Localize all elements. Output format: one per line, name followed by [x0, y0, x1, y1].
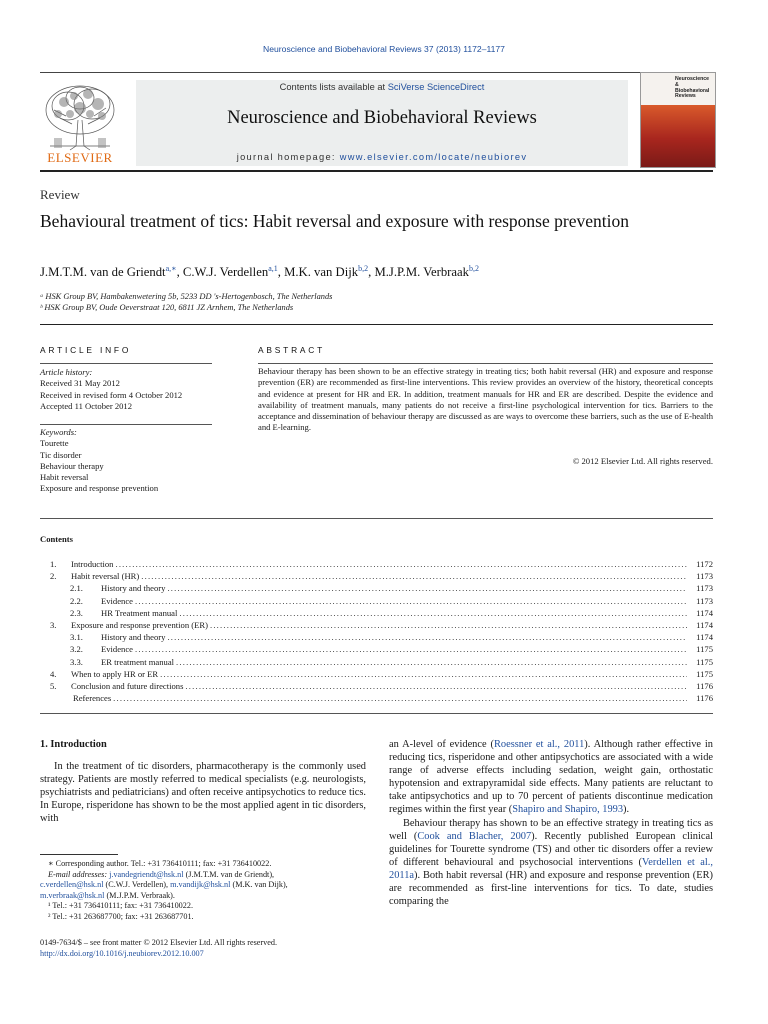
toc-leader-dots — [210, 620, 687, 630]
paragraph — [389, 738, 713, 817]
toc-page-number: 1174 — [696, 619, 713, 630]
paragraph: In the treatment of tic disorders, pharmacotherapy is the commonly used strategy. Patients are mostly referred to medical specialists (e.g. neurologists, psychiatrists and pediatricians) and often receive antipsychotics to reduce tics. In Europe, risperidone has shown to be the most applied agent in tic disorders, with — [40, 761, 366, 825]
toc-number-cell — [40, 559, 71, 569]
toc-number: 3.2. — [70, 644, 83, 655]
text-run: ). Recently published European clinical guidelines for Tourette syndrome (TS) and other tic disorders offer a review of different behavioural and psychosocial interventions ( — [389, 830, 713, 868]
citation-link[interactable]: Cook and Blacher, 2007 — [417, 830, 532, 842]
keyword: Tourette — [40, 438, 69, 449]
history-revised: Received in revised form 4 October 2012 — [40, 389, 183, 400]
table-of-contents — [40, 559, 713, 705]
toc-entry[interactable] — [40, 559, 713, 571]
toc-number: 3. — [50, 619, 57, 630]
author-name[interactable]: J.M.T.M. van de Griendt — [40, 265, 166, 280]
footnotes — [40, 859, 366, 923]
right-column-text — [389, 738, 713, 908]
article-history — [40, 367, 212, 412]
toc-number: 3.1. — [70, 632, 83, 643]
author-name[interactable]: M.K. van Dijk — [284, 265, 359, 280]
toc-leader-dots — [167, 583, 687, 593]
toc-entry[interactable] — [40, 644, 713, 656]
homepage-link[interactable]: www.elsevier.com/locate/neubiorev — [339, 152, 528, 162]
toc-leader-dots — [115, 559, 687, 569]
abstract-rule — [258, 363, 713, 364]
text-run: Behaviour therapy has shown to be an effective strategy in treating tics as well ( — [389, 817, 713, 842]
toc-title[interactable]: When to apply HR or ER — [71, 668, 159, 679]
toc-title[interactable]: Introduction — [71, 559, 114, 569]
sciencedirect-link[interactable]: SciVerse ScienceDirect — [387, 82, 485, 92]
keywords-rule — [40, 424, 212, 425]
author-name[interactable]: M.J.P.M. Verbraak — [374, 265, 470, 280]
author-affiliation-mark[interactable]: a,1 — [268, 264, 278, 273]
footnote-emails-cont — [40, 880, 366, 891]
title-divider — [40, 324, 713, 325]
left-column-text — [40, 760, 366, 825]
toc-number: 4. — [50, 668, 57, 679]
toc-page-number: 1175 — [696, 644, 713, 655]
journal-title: Neuroscience and Biobehavioral Reviews — [227, 108, 537, 128]
history-received: Received 31 May 2012 — [40, 378, 120, 389]
keyword: Habit reversal — [40, 472, 89, 483]
citation-link[interactable]: Verdellen et al., 2011a — [389, 856, 713, 881]
toc-page-number: 1173 — [696, 583, 713, 594]
affiliation-a: ᵃ HSK Group BV, Hambakenwetering 5b, 5233 DD 's-Hertogenbosch, The Netherlands — [40, 292, 333, 301]
paragraph — [389, 817, 713, 909]
article-title: Behavioural treatment of tics: Habit reversal and exposure with response prevention — [40, 211, 629, 231]
author-affiliation-mark[interactable]: b,2 — [358, 264, 369, 273]
email-owner: (J.M.T.M. van de Griendt), — [183, 869, 275, 879]
toc-leader-dots — [160, 669, 687, 679]
email-link[interactable]: j.vandegriendt@hsk.nl — [109, 869, 184, 879]
contents-bottom-rule — [40, 713, 713, 714]
header-bottom-rule — [40, 170, 713, 172]
footnote-emails — [40, 870, 366, 881]
email-owner: (M.J.P.M. Verbraak). — [104, 890, 175, 900]
toc-page-number: 1174 — [696, 632, 713, 643]
toc-page-number: 1176 — [696, 680, 713, 691]
abstract-copyright: © 2012 Elsevier Ltd. All rights reserved. — [572, 456, 713, 466]
toc-page-number: 1175 — [696, 668, 713, 679]
keyword: Behaviour therapy — [40, 460, 104, 471]
toc-title[interactable]: History and theory — [101, 583, 166, 594]
toc-title[interactable]: ER treatment manual — [101, 656, 175, 667]
toc-page-number: 1176 — [696, 693, 713, 704]
journal-masthead — [136, 80, 628, 166]
toc-leader-dots — [185, 681, 687, 691]
author-separator: , — [277, 265, 285, 280]
text-run: ). — [623, 804, 630, 816]
footnote-2: ² Tel.: +31 263687700; fax: +31 263687701. — [48, 911, 194, 921]
affiliation-b: ᵇ HSK Group BV, Oude Oeverstraat 120, 6811 JZ Arnhem, The Netherlands — [40, 303, 294, 312]
toc-leader-dots — [135, 596, 687, 606]
footnote-1: ¹ Tel.: +31 736410111; fax: +31 736410022. — [48, 901, 193, 911]
toc-number-cell — [40, 596, 101, 606]
issn-block — [40, 937, 366, 959]
author-affiliation-mark[interactable]: a,∗ — [165, 264, 177, 273]
toc-entry[interactable] — [40, 681, 713, 693]
toc-number-cell — [40, 583, 101, 593]
keywords-label: Keywords: — [40, 427, 77, 437]
toc-title[interactable]: HR Treatment manual — [101, 607, 178, 618]
journal-cover-thumbnail[interactable] — [640, 72, 716, 168]
toc-leader-dots — [167, 632, 687, 642]
toc-leader-dots — [176, 657, 687, 667]
abstract-heading: ABSTRACT — [258, 345, 326, 355]
toc-number-cell — [40, 608, 101, 618]
contents-available-line — [136, 82, 628, 92]
text-run: an A-level of evidence ( — [389, 739, 494, 750]
abstract-body: Behaviour therapy has been shown to be an effective strategy in treating tics; both habit reversal (HR) and exposure and response prevention (ER) are recommended as first-line interventions. This review provides an overview of the history, theoretical concepts and evidence at present for HR and ER. In addition, treatment manuals for HR and ER are described. Despite the evidence and availability of treatment manuals, many patients do not receive a first-line psychological intervention for tics. Barriers to the acceptance and dissemination of behaviour therapy are discussed as are ways to overcome these barriers, such as the use of E-health and E-learning. — [258, 366, 713, 433]
toc-leader-dots — [135, 644, 687, 654]
toc-entry[interactable] — [40, 620, 713, 632]
toc-entry[interactable] — [40, 608, 713, 620]
doi-link[interactable]: http://dx.doi.org/10.1016/j.neubiorev.2012.10.007 — [40, 949, 204, 958]
text-run: ). Both habit reversal (HR) and exposure and response prevention (ER) are recommended as first-line interventions for tics. To date, studies comparing the — [389, 869, 713, 908]
email-link[interactable]: c.verdellen@hsk.nl — [40, 880, 104, 890]
citation-link[interactable]: Shapiro and Shapiro, 1993 — [512, 804, 624, 816]
toc-number: 2.3. — [70, 607, 83, 618]
email-link[interactable]: m.vandijk@hsk.nl — [170, 880, 231, 890]
toc-page-number: 1174 — [696, 607, 713, 618]
toc-number-cell — [40, 632, 101, 642]
toc-entry[interactable] — [40, 693, 713, 705]
toc-title[interactable]: History and theory — [101, 632, 166, 643]
article-info-rule — [40, 363, 212, 364]
affiliations — [40, 291, 720, 313]
homepage-prefix: journal homepage: — [236, 152, 340, 162]
footnote-corresponding: ∗ Corresponding author. Tel.: +31 736410111; fax: +31 736410022. — [48, 859, 272, 868]
email-label: E-mail addresses: — [48, 869, 110, 879]
elsevier-wordmark: ELSEVIER — [47, 150, 113, 165]
history-label: Article history: — [40, 367, 93, 377]
contents-prefix: Contents lists available at — [279, 82, 388, 92]
header-top-rule — [40, 72, 713, 73]
toc-entry[interactable] — [40, 596, 713, 608]
toc-number: 3.3. — [70, 656, 83, 667]
toc-number: 2.2. — [70, 595, 83, 606]
toc-number-cell — [40, 669, 71, 679]
journal-citation[interactable]: Neuroscience and Biobehavioral Reviews 37 (2013) 1172–1177 — [263, 44, 505, 54]
toc-entry[interactable] — [40, 583, 713, 595]
toc-entry[interactable] — [40, 632, 713, 644]
text-run: ). Although rather effective in reducing tics, risperidone and other antipsychotics are associated with a wide range of adverse effects including sedation, weight gain, orthostatic hypotension and extrapyramidal side effects. Many patients are reluctant to take antipsychotics and up to 70 percent of patients discontinue medication regimes within the first year ( — [389, 739, 713, 816]
toc-number: 2.1. — [70, 583, 83, 594]
toc-number: 5. — [50, 680, 57, 691]
email-owner: (C.W.J. Verdellen), — [103, 880, 171, 890]
toc-title[interactable]: Exposure and response prevention (ER) — [71, 619, 208, 630]
toc-title[interactable]: Habit reversal (HR) — [71, 571, 140, 582]
footnote-emails-cont — [40, 891, 366, 902]
toc-number-cell — [40, 657, 101, 667]
toc-number: 1. — [50, 559, 57, 569]
section-heading-introduction: 1. Introduction — [40, 739, 107, 750]
keyword: Tic disorder — [40, 449, 82, 460]
footnote-rule — [40, 854, 118, 855]
toc-leader-dots — [179, 608, 687, 618]
journal-homepage-line — [136, 152, 628, 162]
author-affiliation-mark[interactable]: b,2 — [469, 264, 480, 273]
contents-heading: Contents — [40, 534, 73, 544]
citation-link[interactable]: Roessner et al., 2011 — [493, 739, 585, 750]
toc-entry[interactable] — [40, 657, 713, 669]
author-separator: , — [176, 265, 183, 280]
contents-top-rule — [40, 518, 713, 519]
history-accepted: Accepted 11 October 2012 — [40, 400, 133, 411]
toc-number-cell — [40, 620, 71, 630]
toc-page-number: 1172 — [696, 559, 713, 569]
toc-title[interactable]: Evidence — [101, 595, 133, 606]
keyword: Exposure and response prevention — [40, 483, 159, 494]
toc-entry[interactable] — [40, 571, 713, 583]
article-type: Review — [40, 187, 80, 202]
toc-title[interactable]: References — [73, 693, 112, 704]
toc-page-number: 1175 — [696, 656, 713, 667]
email-owner: (M.K. van Dijk), — [230, 880, 288, 890]
toc-title[interactable]: Conclusion and future directions — [71, 680, 184, 691]
author-separator: , — [368, 265, 375, 280]
cover-title: Neuroscience & Biobehavioral Reviews — [675, 76, 710, 100]
toc-title[interactable]: Evidence — [101, 644, 133, 655]
author-name[interactable]: C.W.J. Verdellen — [182, 265, 269, 280]
author-list — [40, 264, 720, 280]
email-link[interactable]: m.verbraak@hsk.nl — [40, 890, 105, 900]
toc-entry[interactable] — [40, 669, 713, 681]
toc-leader-dots — [113, 693, 687, 703]
article-info-heading: ARTICLE INFO — [40, 345, 132, 355]
toc-leader-dots — [141, 571, 687, 581]
issn-line: 0149-7634/$ – see front matter © 2012 Elsevier Ltd. All rights reserved. — [40, 938, 278, 947]
toc-page-number: 1173 — [696, 595, 713, 606]
keywords — [40, 427, 212, 495]
toc-number-cell — [40, 681, 71, 691]
toc-page-number: 1173 — [696, 571, 713, 582]
toc-number-cell — [40, 571, 71, 581]
toc-number: 2. — [50, 571, 57, 582]
toc-number-cell — [40, 644, 101, 654]
